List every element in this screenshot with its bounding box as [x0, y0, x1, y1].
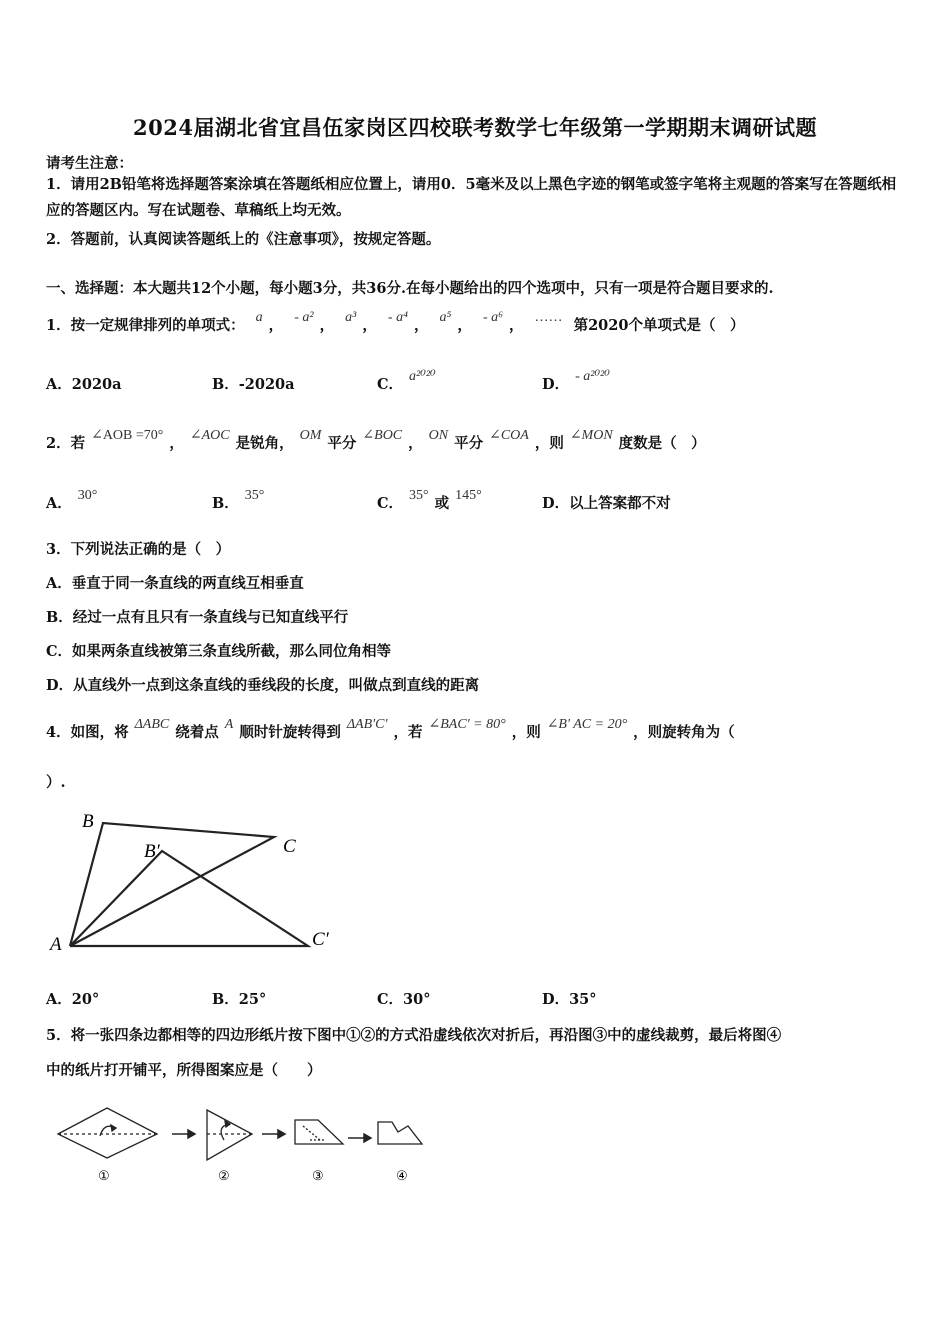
notice-heading: 请考生注意：: [46, 155, 133, 172]
q1-term-5: a⁵: [439, 310, 452, 325]
q1-option-a: A．2020a: [46, 376, 122, 393]
q5-folding-figure: [50, 1100, 440, 1190]
q1-term-1: a: [255, 310, 263, 325]
question-4: 4．如图，将 ΔABC 绕着点 A 顺时针旋转得到 ΔAB'C' ，若 ∠BAC' = 80° ，则 ∠B' AC = 20° ，则旋转角为（: [46, 717, 735, 741]
q3-option-b: B．经过一点有且只有一条直线与已知直线平行: [46, 609, 349, 626]
rhombus-shape: [58, 1108, 157, 1158]
q1-term-3: a³: [345, 310, 357, 325]
triangle-abc: [70, 823, 274, 946]
figure-label-2: ②: [218, 1168, 230, 1183]
triangle-ab-prime-c-prime: [70, 851, 308, 946]
question-5-line-2: 中的纸片打开铺平，所得图案应是（ ）: [46, 1062, 322, 1079]
q3-option-d: D．从直线外一点到这条直线的垂线段的长度，叫做点到直线的距离: [46, 677, 480, 694]
label-a: A: [50, 934, 62, 955]
q2-angle-aoc: ∠AOC: [189, 428, 230, 443]
q4-option-a: A．20°: [46, 991, 100, 1008]
q2-option-a: A． 30°: [46, 488, 98, 512]
q1-term-6: - a⁶: [482, 310, 503, 325]
notice-item-1: 1．请用2B铅笔将选择题答案涂填在答题纸相应位置上，请用0．5毫米及以上黑色字迹的钢笔或签字笔将主观题的答案写在答题纸相应的答题区内。写在试题卷、草稿纸上均无效。: [46, 176, 897, 219]
q2-angle-aob: ∠AOB =70°: [91, 428, 164, 443]
label-c-prime: C′: [312, 929, 329, 950]
q2-option-d: D．以上答案都不对: [542, 495, 671, 512]
q1-option-d: D． - a²⁰²⁰: [542, 369, 610, 393]
q1-option-c: C． a²⁰²⁰: [377, 369, 436, 393]
label-b: B: [82, 811, 94, 832]
q2-option-b: B． 35°: [212, 488, 265, 512]
triangle-shape: [207, 1110, 252, 1160]
question-5-line-1: 5．将一张四条边都相等的四边形纸片按下图中①②的方式沿虚线依次对折后，再沿图③中的虚线裁剪，最后将图④: [46, 1027, 782, 1044]
section-heading: 一、选择题：本大题共12个小题，每小题3分，共36分.在每小题给出的四个选项中，只有一项是符合题目要求的.: [46, 280, 774, 297]
question-3: 3．下列说法正确的是（ ）: [46, 541, 231, 558]
q1-prefix: 1．按一定规律排列的单项式：: [46, 317, 245, 334]
cut-shape: [378, 1122, 422, 1144]
q1-ellipsis: ……: [534, 310, 563, 325]
figure-label-4: ④: [396, 1168, 408, 1183]
q1-suffix: 第2020个单项式是（ ）: [573, 317, 745, 334]
q1-option-b: B．-2020a: [212, 376, 295, 393]
question-1: 1．按一定规律排列的单项式： a ， - a² ， a³ ， - a⁴ ， a⁵ ， - a⁶ ， …… 第2020个单项式是（ ）: [46, 310, 745, 334]
arrow-right-icon: [262, 1130, 285, 1138]
q1-term-4: - a⁴: [387, 310, 408, 325]
q2-option-c: C． 35° 或 145°: [377, 488, 482, 512]
arrow-right-icon: [172, 1130, 195, 1138]
question-2: 2．若 ∠AOB =70° ， ∠AOC 是锐角， OM 平分 ∠BOC ， ON 平分 ∠COA ，则 ∠MON 度数是（ ）: [46, 428, 706, 452]
figure-label-1: ①: [98, 1168, 110, 1183]
label-c: C: [283, 836, 296, 857]
page-title: 2024届湖北省宜昌伍家岗区四校联考数学七年级第一学期期末调研试题: [133, 115, 817, 140]
q3-option-a: A．垂直于同一条直线的两直线互相垂直: [46, 575, 304, 592]
q1-term-2: - a²: [294, 310, 314, 325]
figure-label-3: ③: [312, 1168, 324, 1183]
q4-close: ）.: [46, 774, 66, 791]
arrow-right-icon: [348, 1134, 371, 1142]
notice-item-2: 2．答题前，认真阅读答题纸上的《注意事项》，按规定答题。: [46, 231, 441, 248]
q4-option-d: D．35°: [542, 991, 597, 1008]
q4-option-b: B．25°: [212, 991, 267, 1008]
q4-triangle-figure: [40, 805, 340, 955]
q4-option-c: C．30°: [377, 991, 431, 1008]
label-b-prime: B′: [144, 841, 160, 862]
q3-option-c: C．如果两条直线被第三条直线所截，那么同位角相等: [46, 643, 392, 660]
